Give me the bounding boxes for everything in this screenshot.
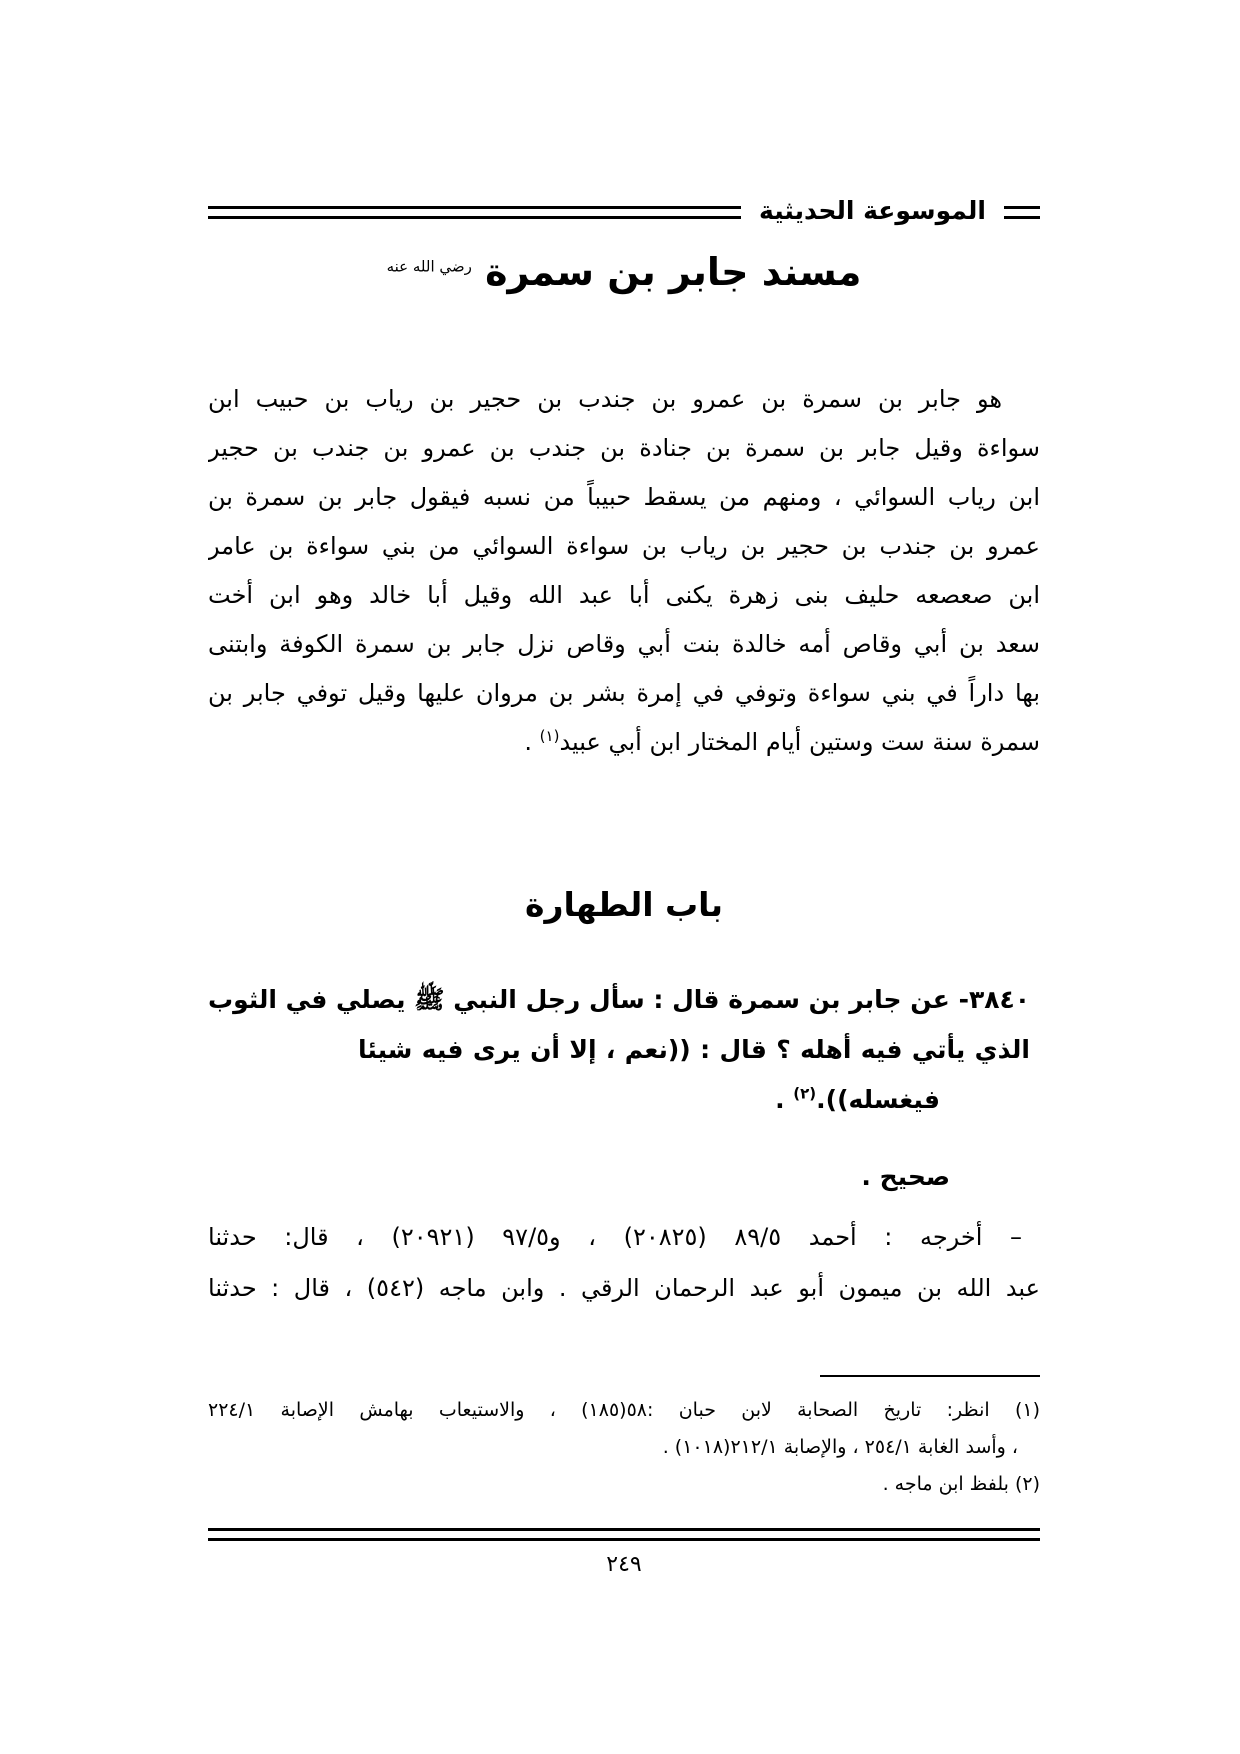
- footnotes: [208, 1392, 1040, 1503]
- footer-rule: [208, 1528, 1040, 1541]
- biography-paragraph: [208, 375, 1040, 767]
- footnote-2: (٢) بلفظ ابن ماجه .: [882, 1473, 1040, 1495]
- biography-line: بها داراً في بني سواءة وتوفي في إمرة بشر بن مروان عليها وقيل توفي جابر بن: [208, 679, 1040, 707]
- hadith-text: [208, 975, 1040, 1125]
- footnote-separator: [820, 1375, 1040, 1377]
- hadith-last-end: .: [775, 1085, 794, 1114]
- section-title: باب الطهارة: [525, 885, 723, 924]
- biography-line: عمرو بن جندب بن حجير بن رياب بن سواءة السوائي من بني سواءة بن عامر: [208, 532, 1040, 560]
- honorific-symbol: رضي الله عنه: [386, 257, 472, 276]
- chapter-title: [208, 250, 1040, 294]
- running-header: [208, 190, 1040, 230]
- biography-line: سعد بن أبي وقاص أمه خالدة بنت أبي وقاص نزل جابر بن سمرة الكوفة وابتنى: [208, 630, 1040, 658]
- hadith-line: ٣٨٤٠- عن جابر بن سمرة قال : سأل رجل النبي ﷺ يصلي في الثوب: [208, 985, 1030, 1014]
- biography-line: هو جابر بن سمرة بن عمرو بن جندب بن حجير بن رياب بن حبيب ابن: [208, 385, 1002, 413]
- footnote-1-line: (١) انظر: تاريخ الصحابة لابن حبان :٥٨(١٨٥) ، والاستيعاب بهامش الإصابة ٢٢٤/١: [208, 1399, 1040, 1421]
- hadith-line: الذي يأتي فيه أهله ؟ قال : ((نعم ، إلا أن يرى فيه شيئا: [358, 1035, 1030, 1064]
- biography-line: سواءة وقيل جابر بن سمرة بن جنادة بن جندب بن عمرو بن جندب بن حجير: [208, 434, 1040, 462]
- hadith-grade: صحيح .: [861, 1162, 950, 1191]
- running-title: الموسوعة الحديثية: [759, 195, 986, 225]
- header-rule-long: [208, 206, 741, 219]
- biography-last-end: .: [524, 728, 540, 756]
- takhrij-paragraph: [208, 1212, 1040, 1314]
- takhrij-line: – أخرجه : أحمد ٨٩/٥ (٢٠٨٢٥) ، و٩٧/٥ (٢٠٩٢١) ، قال: حدثنا: [208, 1223, 1022, 1251]
- chapter-title-text: مسند جابر بن سمرة: [485, 250, 862, 294]
- biography-line-last: [208, 718, 1040, 767]
- biography-line: ابن صعصعه حليف بنى زهرة يكنى أبا عبد الله وقيل أبا خالد وهو ابن أخت: [208, 581, 1040, 609]
- footnote-ref-2[interactable]: (٢): [793, 1084, 817, 1103]
- header-rule-short: [1004, 206, 1040, 219]
- biography-last-text: سمرة سنة ست وستين أيام المختار ابن أبي عبيد: [559, 728, 1040, 756]
- footnote-ref-1[interactable]: (١): [539, 727, 560, 745]
- hadith-last-text: فيغسله)).: [816, 1085, 940, 1114]
- hadith-line-last: [208, 1075, 1040, 1125]
- page-number: ٢٤٩: [606, 1552, 642, 1577]
- biography-line: ابن رياب السوائي ، ومنهم من يسقط حبيباً من نسبه فيقول جابر بن سمرة بن: [208, 483, 1040, 511]
- takhrij-line: عبد الله بن ميمون أبو عبد الرحمان الرقي . وابن ماجه (٥٤٢) ، قال : حدثنا: [208, 1274, 1040, 1302]
- footnote-1-line: ، وأسد الغابة ٢٥٤/١ ، والإصابة ٢١٢/١(١٠١٨) .: [662, 1436, 1018, 1458]
